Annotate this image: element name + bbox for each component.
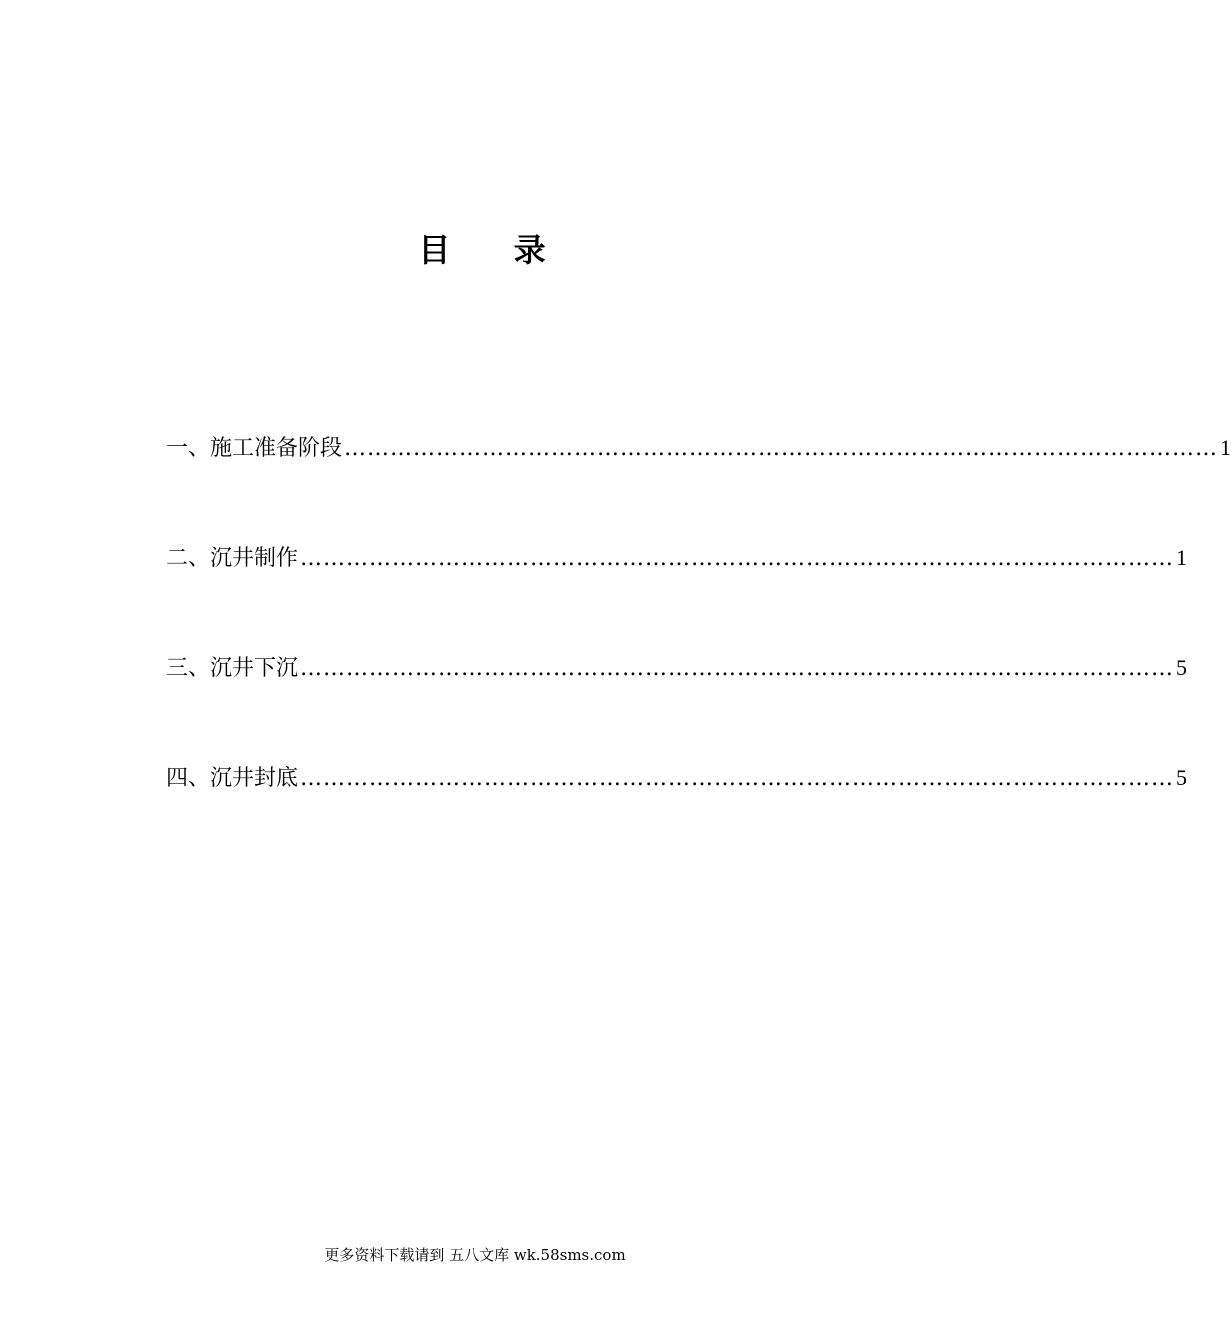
toc-entry-label: 三、沉井下沉 xyxy=(166,656,299,681)
page-title: 目 录 xyxy=(418,231,572,269)
toc-dot-leader: …………………………………………………………………………………………………… xyxy=(344,436,1219,461)
toc-entry-label: 二、沉井制作 xyxy=(166,546,299,571)
toc-entry-label: 四、沉井封底 xyxy=(166,766,299,791)
toc-page-number: 5 xyxy=(1176,655,1188,680)
toc-dot-leader: …………………………………………………………………………………………………… xyxy=(300,656,1175,681)
toc-dot-leader: …………………………………………………………………………………………………… xyxy=(300,546,1175,571)
toc-entry[interactable] xyxy=(166,540,1188,650)
toc-page-number: 1 xyxy=(1176,545,1188,570)
page-footer: 更多资料下载请到 五八文库 wk.58sms.com xyxy=(324,1246,626,1264)
toc-entry[interactable] xyxy=(166,650,1188,760)
toc-page-number: 5 xyxy=(1176,765,1188,790)
toc-entry-label: 一、施工准备阶段 xyxy=(166,436,343,461)
table-of-contents xyxy=(166,430,1231,870)
toc-dot-leader: …………………………………………………………………………………………………… xyxy=(300,766,1175,791)
toc-page-number: 1 xyxy=(1220,435,1231,460)
toc-entry[interactable] xyxy=(166,760,1188,870)
toc-entry[interactable] xyxy=(166,430,1231,540)
